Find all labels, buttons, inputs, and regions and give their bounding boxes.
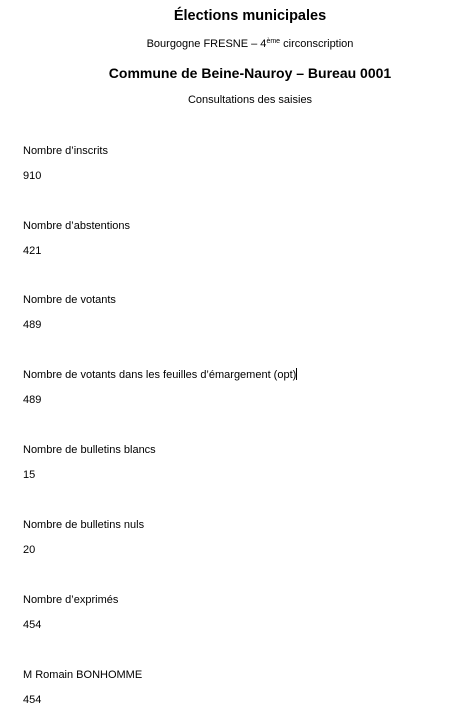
page-subtitle: [0, 37, 475, 51]
field-votants-emargement: [23, 368, 463, 407]
field-label: Nombre de bulletins blancs: [23, 444, 156, 456]
field-value: 421: [23, 245, 42, 257]
field-value: 489: [23, 394, 42, 406]
page-title: Élections municipales: [173, 8, 327, 24]
subtitle-suffix: circonscription: [280, 38, 354, 50]
field-label: Nombre d’abstentions: [23, 220, 131, 232]
field-abstentions: [23, 219, 463, 258]
field-value: 910: [23, 170, 42, 182]
field-label: Nombre de votants: [23, 294, 116, 306]
field-label: Nombre d’exprimés: [23, 594, 119, 606]
field-value: 489: [23, 319, 42, 331]
field-candidat: [23, 668, 463, 707]
field-exprimes: [23, 593, 463, 632]
field-label: Nombre d’inscrits: [23, 145, 108, 157]
field-label-text: Nombre de votants dans les feuilles d’émargement (opt): [23, 369, 297, 381]
field-value: 20: [23, 544, 36, 556]
commune-heading: Commune de Beine-Nauroy – Bureau 0001: [108, 65, 392, 81]
field-label: Nombre de bulletins nuls: [23, 519, 145, 531]
field-value: 454: [23, 619, 42, 631]
field-label: M Romain BONHOMME: [23, 669, 143, 681]
field-value: 454: [23, 694, 42, 706]
field-label: [23, 368, 463, 382]
field-votants: [23, 293, 463, 332]
subtitle-prefix: Bourgogne FRESNE – 4: [146, 38, 267, 50]
field-value: 15: [23, 469, 36, 481]
field-bulletins-nuls: [23, 518, 463, 557]
field-inscrits: [23, 144, 463, 183]
section-heading: Consultations des saisies: [187, 94, 313, 106]
field-bulletins-blancs: [23, 443, 463, 482]
subtitle-superscript: ème: [266, 38, 281, 45]
text-cursor: [296, 368, 297, 380]
